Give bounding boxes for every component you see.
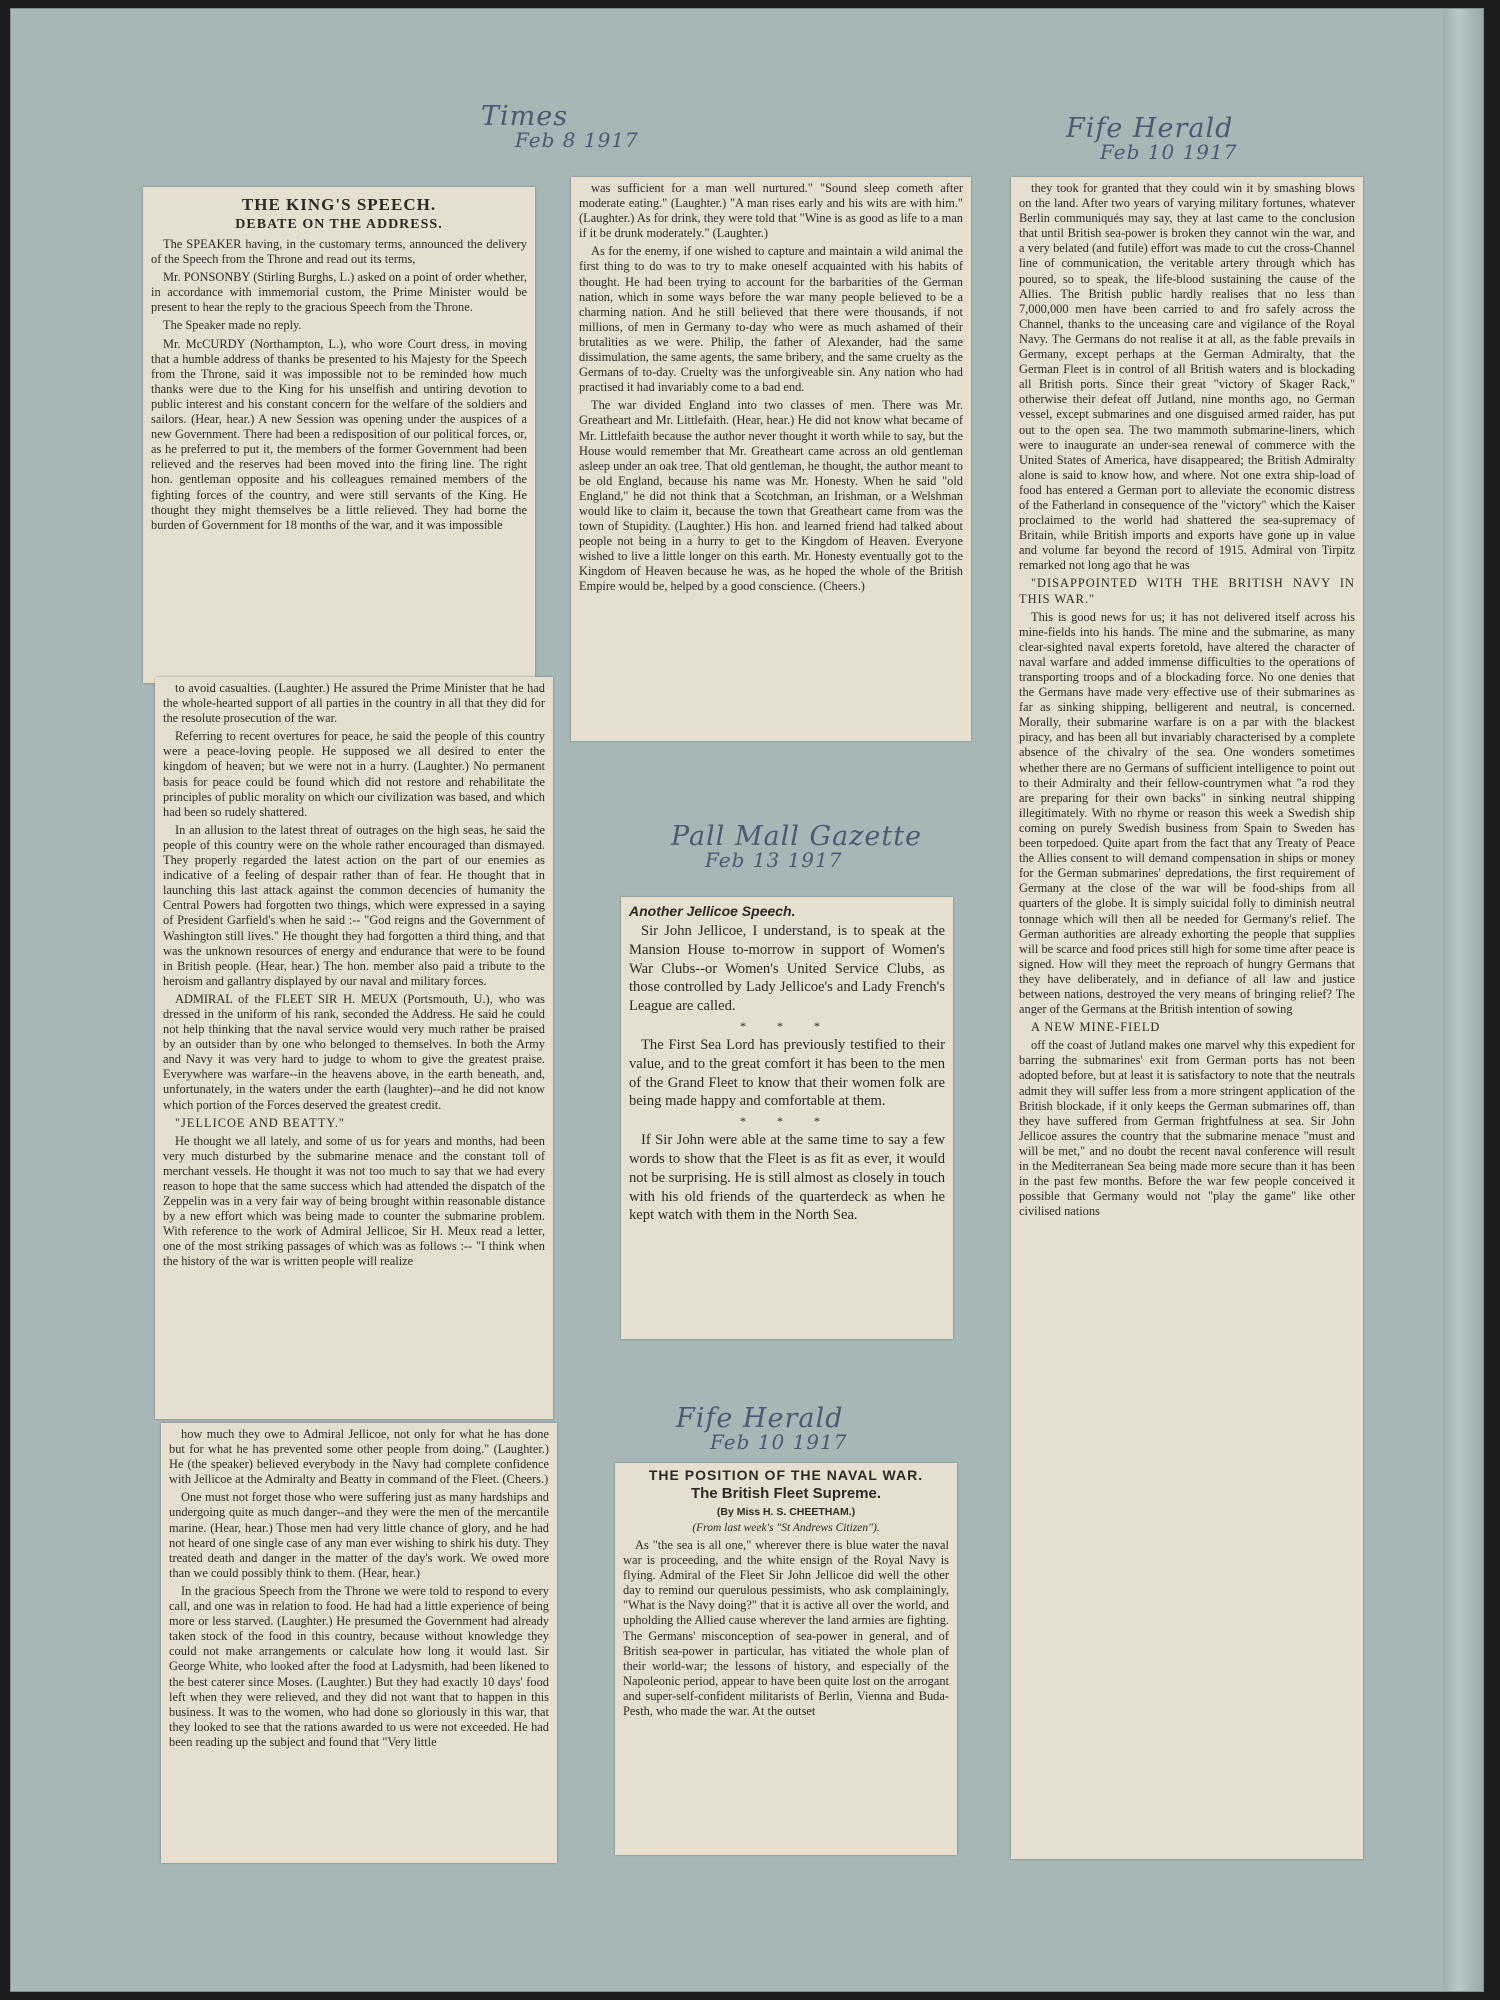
paragraph: The Speaker made no reply. [163,318,302,333]
paragraph: Mr. McCURDY (Northampton, L.), who wore Court dress, in moving that a humble address of thanks be presented to his Majesty for the Speech from the Throne, said it was impossible not to be reminded how much thanks were due to the King for his unselfish and untiring devotion to public interest and his constant concern for the welfare of the soldiers and sailors. (Hear, hear.) A new Session was opening under the auspices of a new Government. There had been a redisposition of our political forces, or, as he preferred to put it, the members of the former Government had been relieved and the reserves had been moved into the firing line. The right hon. gentleman opposite and his colleagues remained members of the fighting forces of the country, and were still servants of the King. He thought they might themselves be a little relieved. They had borne the burden of Government for 18 months of the war, and it was impossible [151,336,527,532]
source-note: (From last week's "St Andrews Citizen"). [692,1522,880,1534]
annotation-date: Feb 10 1917 [1100,140,1238,164]
clipping-naval-war [615,1463,957,1855]
clipping-kings-speech-1 [143,187,535,683]
paragraph: As "the sea is all one," wherever there is blue water the naval war is proceeding, and the white ensign of the Royal Navy is flying. Admiral of the Fleet Sir John Jellicoe did well the other day to remind our querulous pessimists, who ask complainingly, "What is the Navy doing?" that it is active all over the world, and upholding the Allied cause wherever the land armies are fighting. The Germans' misconception of sea-power in general, and of British sea-power in particular, has vitiated the whole plan of their world-war; the lessons of history, and especially of the Napoleonic period, appear to have been quite lost on the arrogant and super-self-confident militarists of Berlin, Vienna and Buda-Pesth, who made the war. At the outset [623,1538,949,1719]
separator: * * * [740,1018,834,1033]
scrapbook-page [10,8,1484,1992]
annotation-pall-mall [671,821,922,872]
paragraph: was sufficient for a man well nurtured." "Sound sleep cometh after moderate eating." (Laughter.) "A man rises early and his wits are with him." (Laughter.) As for drink, they were told that "Wine is as good as life to a man if it be drunk moderately." (Laughter.) [579,181,963,241]
paragraph: The war divided England into two classes of men. There was Mr. Greatheart and Mr. Littlefaith. (Hear, hear.) He did not know what became of Mr. Littlefaith because the author never thought it worth while to say, but the House would remember that Mr. Greatheart came across an old gentleman asleep under an oak tree. That old gentleman, he thought, the author meant to be old England, because his name was Mr. Honesty. When he said "old England," he did not think that a Scotchman, an Irishman, or a Welshman would like to claim it, because the town that Greatheart came from was the town of Stupidity. (Laughter.) His hon. and learned friend had talked about people not being in a hurry to get to the Kingdom of Heaven. Everyone wished to live a little longer on this earth. Mr. Honesty eventually got to the Kingdom of Heaven because he was, as he hoped the whole of the British Empire would be, helped by a good conscience. (Cheers.) [579,398,963,594]
clipping-kings-speech-continued [571,177,971,741]
article-subtitle: The British Fleet Supreme. [690,1485,882,1502]
paragraph: Mr. PONSONBY (Stirling Burghs, L.) asked on a point of order whether, in accordance with immemorial custom, the Prime Minister would be present to hear the reply to the gracious Speech from the Throne. [151,270,527,315]
paragraph: ADMIRAL of the FLEET SIR H. MEUX (Portsmouth, U.), who was dressed in the uniform of his rank, seconded the Address. He said he could not help thinking that the naval service would very much rather be praised by an outsider than by one who belonged to themselves. In both the Army and Navy it was very hard to judge to whom to give the greatest praise. Everywhere was warfare--in the heavens above, in the earth beneath, and, unfortunately, in the waters under the earth (laughter)--and he did not know which portion of the Forces deserved the greatest credit. [163,991,545,1112]
paragraph: how much they owe to Admiral Jellicoe, not only for what he has done but for what he has prevented some other people from doing." (Laughter.) He (the speaker) believed everybody in the Navy had complete confidence with Jellicoe at the Admiralty and Beatty in command of the Fleet. (Cheers.) [169,1427,549,1487]
paragraph: Sir John Jellicoe, I understand, is to speak at the Mansion House to-morrow in support of Women's War Clubs--or Women's United Service Clubs, as those controlled by Lady Jellicoe's and Lady French's League are called. [629,923,945,1015]
article-title: THE KING'S SPEECH. [241,195,437,214]
annotation-date: Feb 10 1917 [710,1430,848,1454]
paragraph: In an allusion to the latest threat of outrages on the high seas, he said the people of this country were on the whole rather encouraged than dismayed. They properly regarded the latest action on the part of our enemies as indicative of a feeling of despair rather than of fear. He thought that in launching this last attack against the common decencies of humanity the Central Powers had forgotten two things, which were expressed in a saying of President Garfield's when he said :-- "God reigns and the Government of Washington still lives." He thought they had forgotten a third thing, and that was the unknown resources of energy and endurance that were to be found in British people. (Hear, hear.) The hon. member also paid a tribute to the heroism and gallantry displayed by our naval and military forces. [163,822,545,988]
annotation-paper: Fife Herald [676,1403,844,1434]
separator: * * * [740,1114,834,1129]
paragraph: This is good news for us; it has not delivered itself across his mine-fields into his hands. The mine and the submarine, as many clear-sighted naval experts foretold, have altered the character of naval warfare and added immense difficulties to the operations of transporting troops and of a blockading force. No one denies that the Germans have made very effective use of their submarines as far as sinking shipping, belligerent and neutral, is concerned. Morally, their submarine warfare is on a par with the blackest piracy, and has been all but invariably characterised by a complete absence of the chivalry of the sea. One wonders sometimes whether there are no Germans of sufficient intelligence to point out to their Admiralty and their fellow-countrymen what "a rod they are preparing for their own backs" in sinking neutral shipping illegitimately. With no rhyme or reason this week a Swedish ship coming on purely Swedish business from Spain to Sweden has been torpedoed. Quite apart from the fact that any Treaty of Peace the Allies consent to will demand compensation in ships or money for the German submarines' depredations, the first requirement of Germany at the close of the war will be food-ships from all quarters of the globe. It is simply suicidal folly to diminish neutral tonnage which will then all be needed for Germany's relief. The German authorities are already exhorting the people that supplies will be scarce and food prices still high for some time after peace is signed. How will they meet the reproach of hungry Germans that they have deliberately, and in defiance of all law and justice between nations, destroyed the very means of bringing relief? The anger of the Germans at the British intention of sowing [1019,609,1355,1017]
annotation-times [481,101,639,152]
annotation-paper: Fife Herald [1066,113,1234,144]
clipping-jellicoe-speech [621,897,953,1339]
annotation-fife-herald-bottom [676,1403,847,1454]
article-subtitle: DEBATE ON THE ADDRESS. [235,217,443,232]
paragraph: He thought we all lately, and some of us for years and months, had been very much disturbed by the submarine menace and the constant toll of merchant vessels. He thought it was not too much to say that we had every reason to hope that the same success which had attended the dispatch of the Zeppelin was in a very fair way of being brought within reasonable distance by a new effort which was being made to counter the submarine problem. With reference to the work of Admiral Jellicoe, Sir H. Meux read a letter, one of the most striking passages of which was as follows :-- "I think when the history of the war is written people will realize [163,1133,545,1269]
annotation-date: Feb 13 1917 [705,848,843,872]
section-heading: "JELLICOE AND BEATTY." [175,1115,345,1130]
clipping-kings-speech-3 [161,1423,557,1863]
clipping-kings-speech-2 [155,677,553,1419]
paragraph: to avoid casualties. (Laughter.) He assured the Prime Minister that he had the whole-hearted support of all parties in the country in all that they did for the resolute prosecution of the war. [163,681,545,726]
annotation-paper: Pall Mall Gazette [671,821,923,852]
paragraph: If Sir John were able at the same time to say a few words to show that the Fleet is as fit as ever, it would not be surprising. He is still almost as closely in touch with his old friends of the quarterdeck as when he kept watch with them in the North Sea. [629,1132,945,1224]
annotation-fife-herald-top [1066,113,1237,164]
paragraph: they took for granted that they could win it by smashing blows on the land. After two years of varying military fortunes, whatever Berlin communiqués may say, they at last came to the conclusion that until British sea-power is broken they cannot win the war, and a very belated (and futile) effort was made to cut the cross-Channel line of communication, the veritable artery through which has poured, so to speak, the life-blood sustaining the cause of the Allies. The British public hardly realises that no less than 7,000,000 men have been carried to and fro safely across the Channel, thanks to the unceasing care and vigilance of the Royal Navy. The Germans do not realise it at all, as the fable prevails in Germany, except perhaps at the German Admiralty, that the German Fleet is in control of all British waters and is blockading all British ports. Since their great "victory of Skager Rack," otherwise their defeat off Jutland, nine months ago, no German vessel, except submarines and one disguised armed raider, has put out to the open sea. The two mammoth submarine-liners, which were to inaugurate an under-sea renewal of commerce with the United States of America, have disappeared; the British Admiralty alone is said to know how, and where. Not one extra ship-load of food has entered a German port to alleviate the economic distress of the Fatherland in consequence of the "victory" which the Kaiser proclaimed to the world had shattered the sea-supremacy of Britain, while British imports and exports have gone up in value and volume far beyond the record of 1915. Admiral von Tirpitz remarked not long ago that he was [1019,181,1355,573]
clipping-naval-war-continued [1011,177,1363,1859]
binding-edge [1443,9,1483,1991]
annotation-paper: Times [481,101,569,132]
section-heading: A NEW MINE-FIELD [1031,1020,1161,1035]
annotation-date: Feb 8 1917 [515,128,639,152]
paragraph: The First Sea Lord has previously testified to their value, and to the great comfort it has been to the men of the Grand Fleet to know that their women folk are being made happy and comfortable at them. [629,1036,945,1110]
paragraph: As for the enemy, if one wished to capture and maintain a wild animal the first thing to do was to try to make oneself acquainted with his habits of thought. He had been trying to account for the barbarities of the German nation, which in some ways before the war many people believed to be a charming nation. And he still believed that there were thousands, if not millions, of men in Germany to-day who were as much ashamed of their brutalities as we were. Philip, the father of Alexander, had the same dissimulation, the same agents, the same bribery, and the same cruelty as the Germans of to-day. Cruelty was the unforgiveable sin. Any nation who had practised it had invariably come to a bad end. [579,244,963,395]
paragraph: One must not forget those who were suffering just as many hardships and undergoing quite as much danger--and they were the men of the mercantile marine. (Hear, hear.) Those men had very little chance of glory, and he had not heard of one single case of any man ever wishing to shirk his duty. They treated death and danger in the matter of the day's work. We owed more than we could possibly think to them. (Hear, hear.) [169,1490,549,1580]
paragraph: In the gracious Speech from the Throne we were told to respond to every call, and one was in relation to food. He had had a little experience of being more or less starved. (Laughter.) He presumed the Government had already taken stock of the food in this country, because without knowledge they could not make arrangements or calculate how long it would last. Sir George White, who looked after the food at Ladysmith, had been likened to the best caterer since Moses. (Laughter.) But they had exactly 10 days' food left when they were relieved, and they did not want that to happen in this business. It was to the women, who had done so gloriously in this war, that they looked to see that the rations awarded to us were not exceeded. He had been reading up the subject and found that "Very little [169,1583,549,1749]
paragraph: Referring to recent overtures for peace, he said the people of this country were a peace-loving people. He supposed we all desired to enter the kingdom of heaven; but we were not in a hurry. (Laughter.) No permanent basis for peace could be found which did not restore and rehabilitate the principles of public morality on which our civilization was based, and which had been so rudely shattered. [163,729,545,819]
paragraph: off the coast of Jutland makes one marvel why this expedient for barring the submarines' exit from German ports has not been adopted before, but at least it is satisfactory to note that the neutrals admit they will suffer less from a more stringent application of the British blockade, if it only keeps the German submarines off, than they have suffered from German frightfulness at sea. Sir John Jellicoe assures the country that the submarine menace "must and will be met," and no doubt the recent naval conference will result in the Mediterranean Sea being made more secure than it has been in the past few months. Before the war few people conceived it possible that Germany would not "play the game" like other civilised nations [1019,1038,1355,1219]
byline: (By Miss H. S. CHEETHAM.) [716,1506,856,1518]
article-title: THE POSITION OF THE NAVAL WAR. [648,1467,924,1483]
paragraph: The SPEAKER having, in the customary terms, announced the delivery of the Speech from the Throne and read out its terms, [151,237,527,267]
article-title: Another Jellicoe Speech. [629,903,796,919]
section-heading: "DISAPPOINTED WITH THE BRITISH NAVY IN THIS WAR." [1019,576,1355,606]
